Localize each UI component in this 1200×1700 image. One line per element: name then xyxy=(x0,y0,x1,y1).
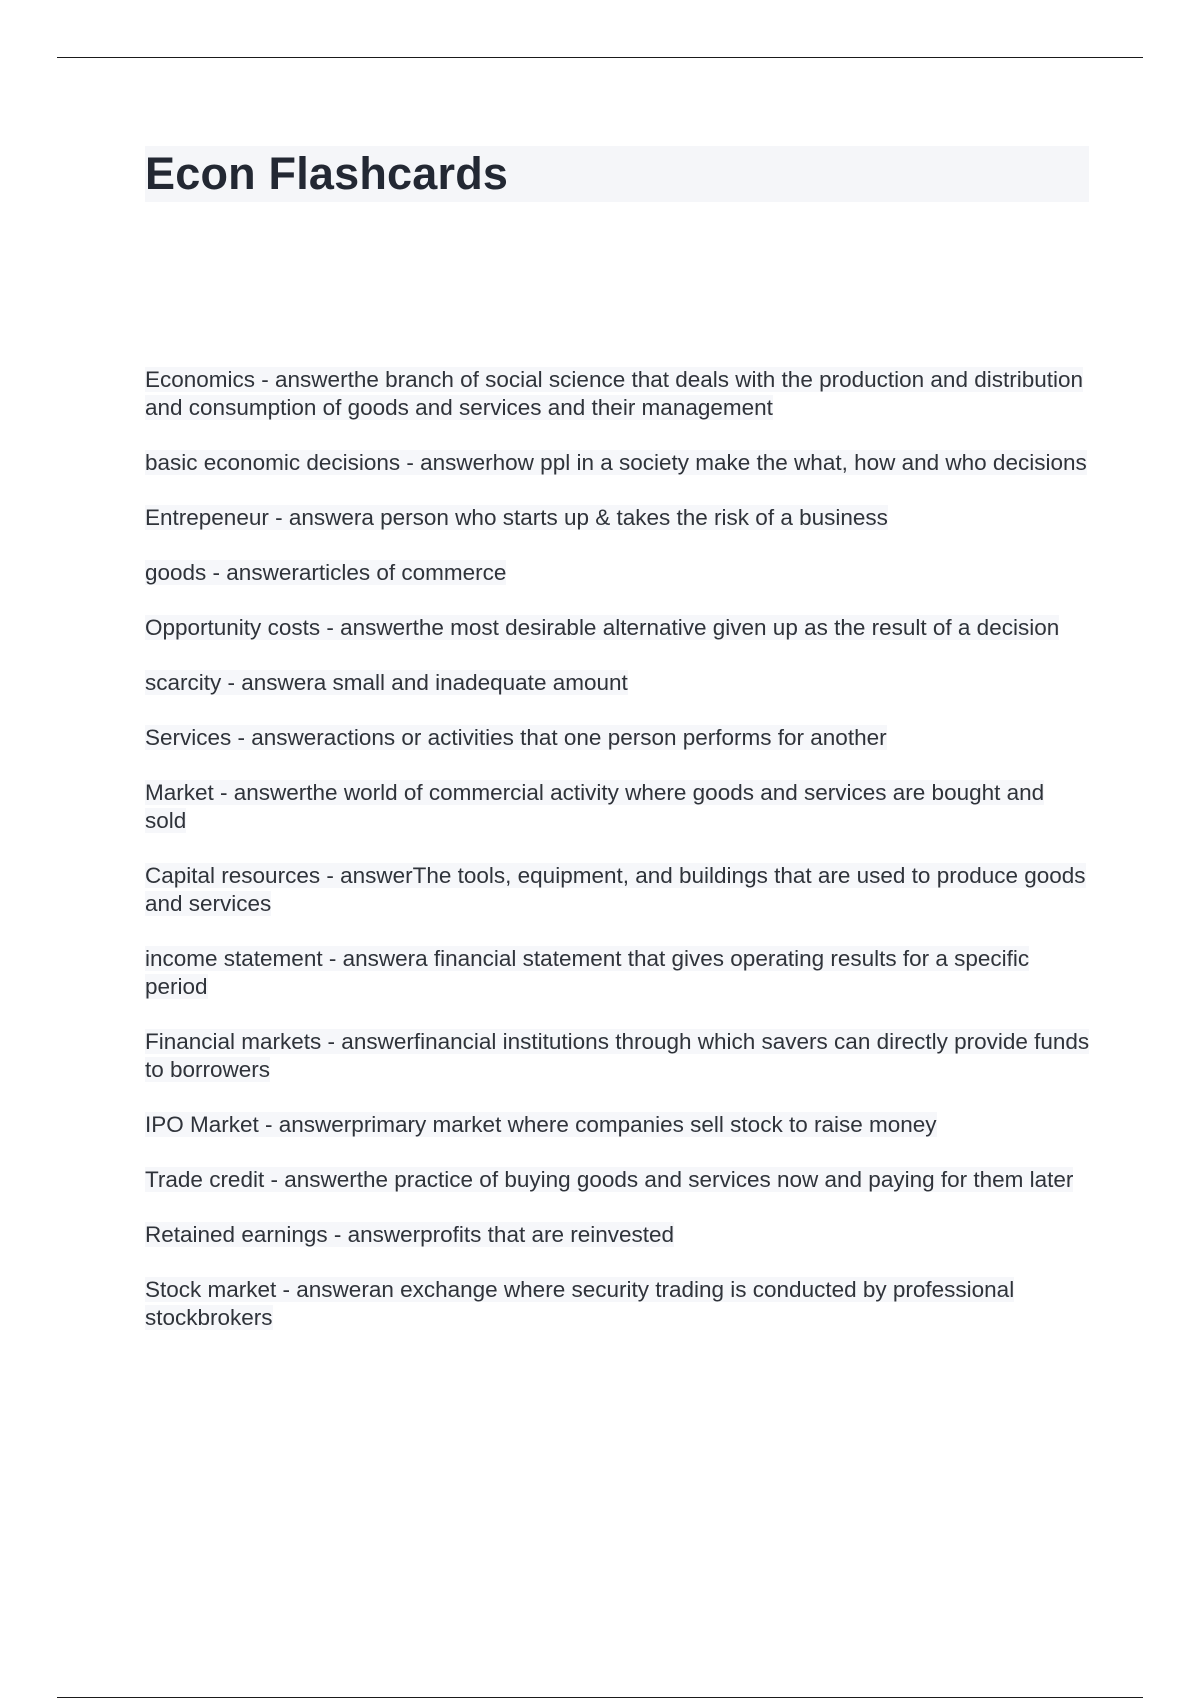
flashcard-text: Market - answerthe world of commercial activity where goods and services are bought and sold xyxy=(145,780,1045,833)
flashcard-text: IPO Market - answerprimary market where companies sell stock to raise money xyxy=(145,1112,937,1137)
flashcard-text: Trade credit - answerthe practice of buying goods and services now and paying for them later xyxy=(145,1167,1074,1192)
flashcard-capital-resources xyxy=(145,862,1090,918)
flashcard-goods xyxy=(145,559,1090,587)
flashcard-text: goods - answerarticles of commerce xyxy=(145,560,507,585)
bottom-rule xyxy=(57,1697,1143,1698)
flashcard-basic-economic-decisions xyxy=(145,449,1090,477)
flashcard-text: scarcity - answera small and inadequate amount xyxy=(145,670,628,695)
page-title: Econ Flashcards xyxy=(145,148,509,199)
flashcard-entrepeneur xyxy=(145,504,1090,532)
top-rule xyxy=(57,57,1143,58)
flashcard-text: Capital resources - answerThe tools, equipment, and buildings that are used to produce goods and services xyxy=(145,863,1086,916)
flashcard-text: Services - answeractions or activities that one person performs for another xyxy=(145,725,887,750)
flashcard-text: Financial markets - answerfinancial institutions through which savers can directly provide funds to borrowers xyxy=(145,1029,1090,1082)
flashcard-text: Economics - answerthe branch of social science that deals with the production and distribution and consumption of goods and services and their management xyxy=(145,367,1084,420)
flashcard-ipo-market xyxy=(145,1111,1090,1139)
flashcard-services xyxy=(145,724,1090,752)
flashcard-text: Retained earnings - answerprofits that are reinvested xyxy=(145,1222,675,1247)
title-block xyxy=(145,146,1089,202)
flashcard-list xyxy=(145,366,1090,1359)
flashcard-text: basic economic decisions - answerhow ppl in a society make the what, how and who decisions xyxy=(145,450,1087,475)
flashcard-income-statement xyxy=(145,945,1090,1001)
flashcard-text: income statement - answera financial statement that gives operating results for a specific period xyxy=(145,946,1030,999)
flashcard-financial-markets xyxy=(145,1028,1090,1084)
flashcard-retained-earnings xyxy=(145,1221,1090,1249)
flashcard-text: Entrepeneur - answera person who starts up & takes the risk of a business xyxy=(145,505,888,530)
flashcard-text: Opportunity costs - answerthe most desirable alternative given up as the result of a decision xyxy=(145,615,1060,640)
flashcard-scarcity xyxy=(145,669,1090,697)
flashcard-market xyxy=(145,779,1090,835)
flashcard-text: Stock market - answeran exchange where security trading is conducted by professional stockbrokers xyxy=(145,1277,1015,1330)
flashcard-stock-market xyxy=(145,1276,1090,1332)
flashcard-trade-credit xyxy=(145,1166,1090,1194)
flashcard-economics xyxy=(145,366,1090,422)
flashcard-opportunity-costs xyxy=(145,614,1090,642)
